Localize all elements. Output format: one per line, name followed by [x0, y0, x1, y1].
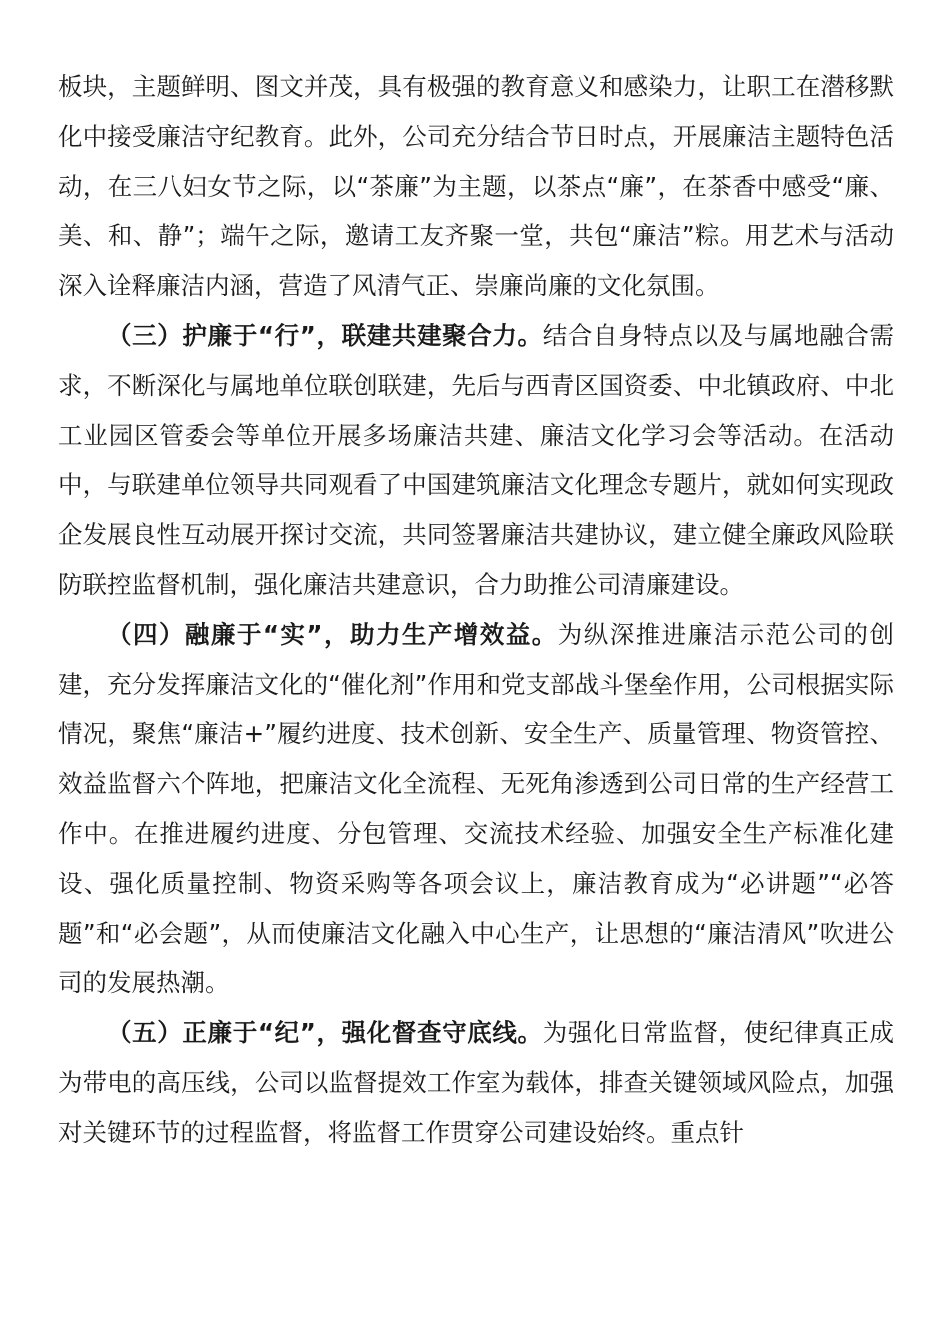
paragraph-text: 为纵深推进廉洁示范公司的创建，充分发挥廉洁文化的“催化剂”作用和党支部战斗堡垒作用，公司根据实际情况，聚焦“廉洁+”履约进度、技术创新、安全生产、质量管理、物资管控、效益监督六个阵地，把廉洁文化全流程、无死角渗透到公司日常的生产经营工作中。在推进履约进度、分包管理、交流技术经验、加强安全生产标准化建设、强化质量控制、物资采购等各项会议上，廉洁教育成为“必讲题”“必答题”和“必会题”，从而使廉洁文化融入中心生产，让思想的“廉洁清风”吹进公司的发展热潮。: [58, 619, 894, 998]
section-heading: （五）正廉于“纪”，强化督查守底线。: [107, 1018, 543, 1048]
paragraph-text: 为强化日常监督，使纪律真正成为带电的高压线，公司以监督提效工作室为载体，排查关键领域风险点，加强对关键环节的过程监督，将监督工作贯穿公司建设始终。重点针: [58, 1018, 895, 1147]
paragraph-continuation: [58, 62, 894, 311]
paragraph-text: 板块，主题鲜明、图文并茂，具有极强的教育意义和感染力，让职工在潜移默化中接受廉洁守纪教育。此外，公司充分结合节日时点，开展廉洁主题特色活动，在三八妇女节之际，以“茶廉”为主题，以茶点“廉”，在茶香中感受“廉、美、和、静”；端午之际，邀请工友齐聚一堂，共包“廉洁”粽。用艺术与活动深入诠释廉洁内涵，营造了风清气正、崇廉尚廉的文化氛围。: [58, 72, 894, 301]
paragraph-section-3: [58, 311, 894, 610]
document-page: [58, 62, 894, 1158]
paragraph-text: 结合自身特点以及与属地融合需求，不断深化与属地单位联创联建，先后与西青区国资委、中北镇政府、中北工业园区管委会等单位开展多场廉洁共建、廉洁文化学习会等活动。在活动中，与联建单位领导共同观看了中国建筑廉洁文化理念专题片，就如何实现政企发展良性互动展开探讨交流，共同签署廉洁共建协议，建立健全廉政风险联防联控监督机制，强化廉洁共建意识，合力助推公司清廉建设。: [58, 320, 895, 599]
section-heading: （三）护廉于“行”，联建共建聚合力。: [107, 320, 543, 350]
paragraph-section-4: [58, 610, 894, 1008]
paragraph-section-5: [58, 1008, 894, 1157]
section-heading: （四）融廉于“实”，助力生产增效益。: [107, 619, 558, 649]
